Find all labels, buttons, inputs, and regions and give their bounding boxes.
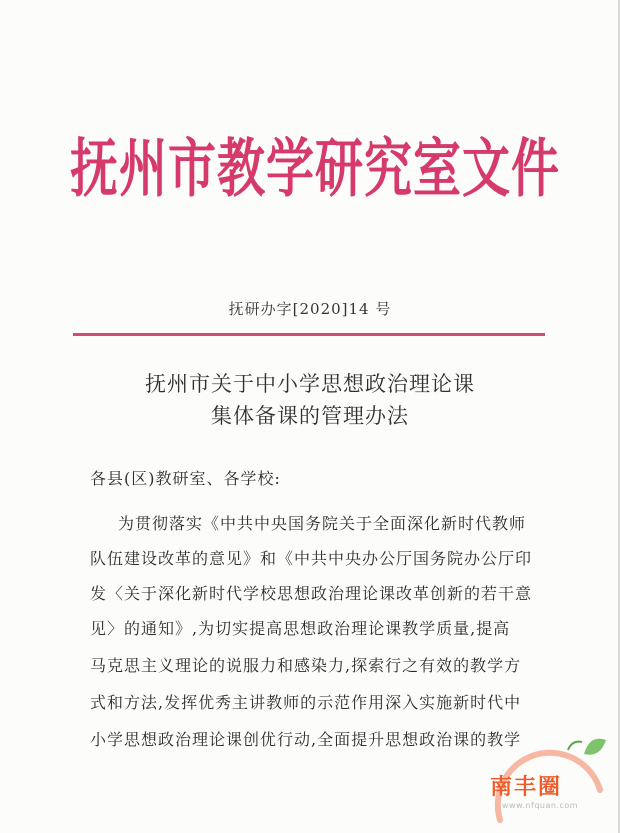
body-line-2: 队伍建设改革的意见》和《中共中央办公厅国务院办公厅印 <box>90 549 533 568</box>
document-title-line-1: 抚州市关于中小学思想政治理论课 <box>145 372 475 396</box>
header-divider <box>73 333 545 336</box>
body-line-7: 小学思想政治理论课创优行动,全面提升思想政治课的教学 <box>90 730 522 749</box>
watermark-logo <box>472 720 620 833</box>
body-line-6: 式和方法,发挥优秀主讲教师的示范作用深入实施新时代中 <box>90 693 522 712</box>
salutation: 各县(区)教研室、各学校: <box>90 469 281 488</box>
body-line-1: 为贯彻落实《中共中央国务院关于全面深化新时代教师 <box>118 514 527 533</box>
watermark-url: www.nfquan.com <box>502 801 579 810</box>
document-number: 抚研办字[2020]14 号 <box>228 300 392 318</box>
body-line-3: 发〈关于深化新时代学校思想政治理论课改革创新的若干意 <box>90 584 533 603</box>
watermark-text: 南丰圈 <box>490 775 563 800</box>
body-line-5: 马克思主义理论的说服力和感染力,探索行之有效的教学方 <box>90 656 522 675</box>
body-line-4: 见〉的通知》,为切实提高思想政治理论课教学质量,提高 <box>90 619 511 638</box>
document-header: 抚州市教学研究室文件 <box>70 132 561 207</box>
document-title-line-2: 集体备课的管理办法 <box>211 404 409 428</box>
